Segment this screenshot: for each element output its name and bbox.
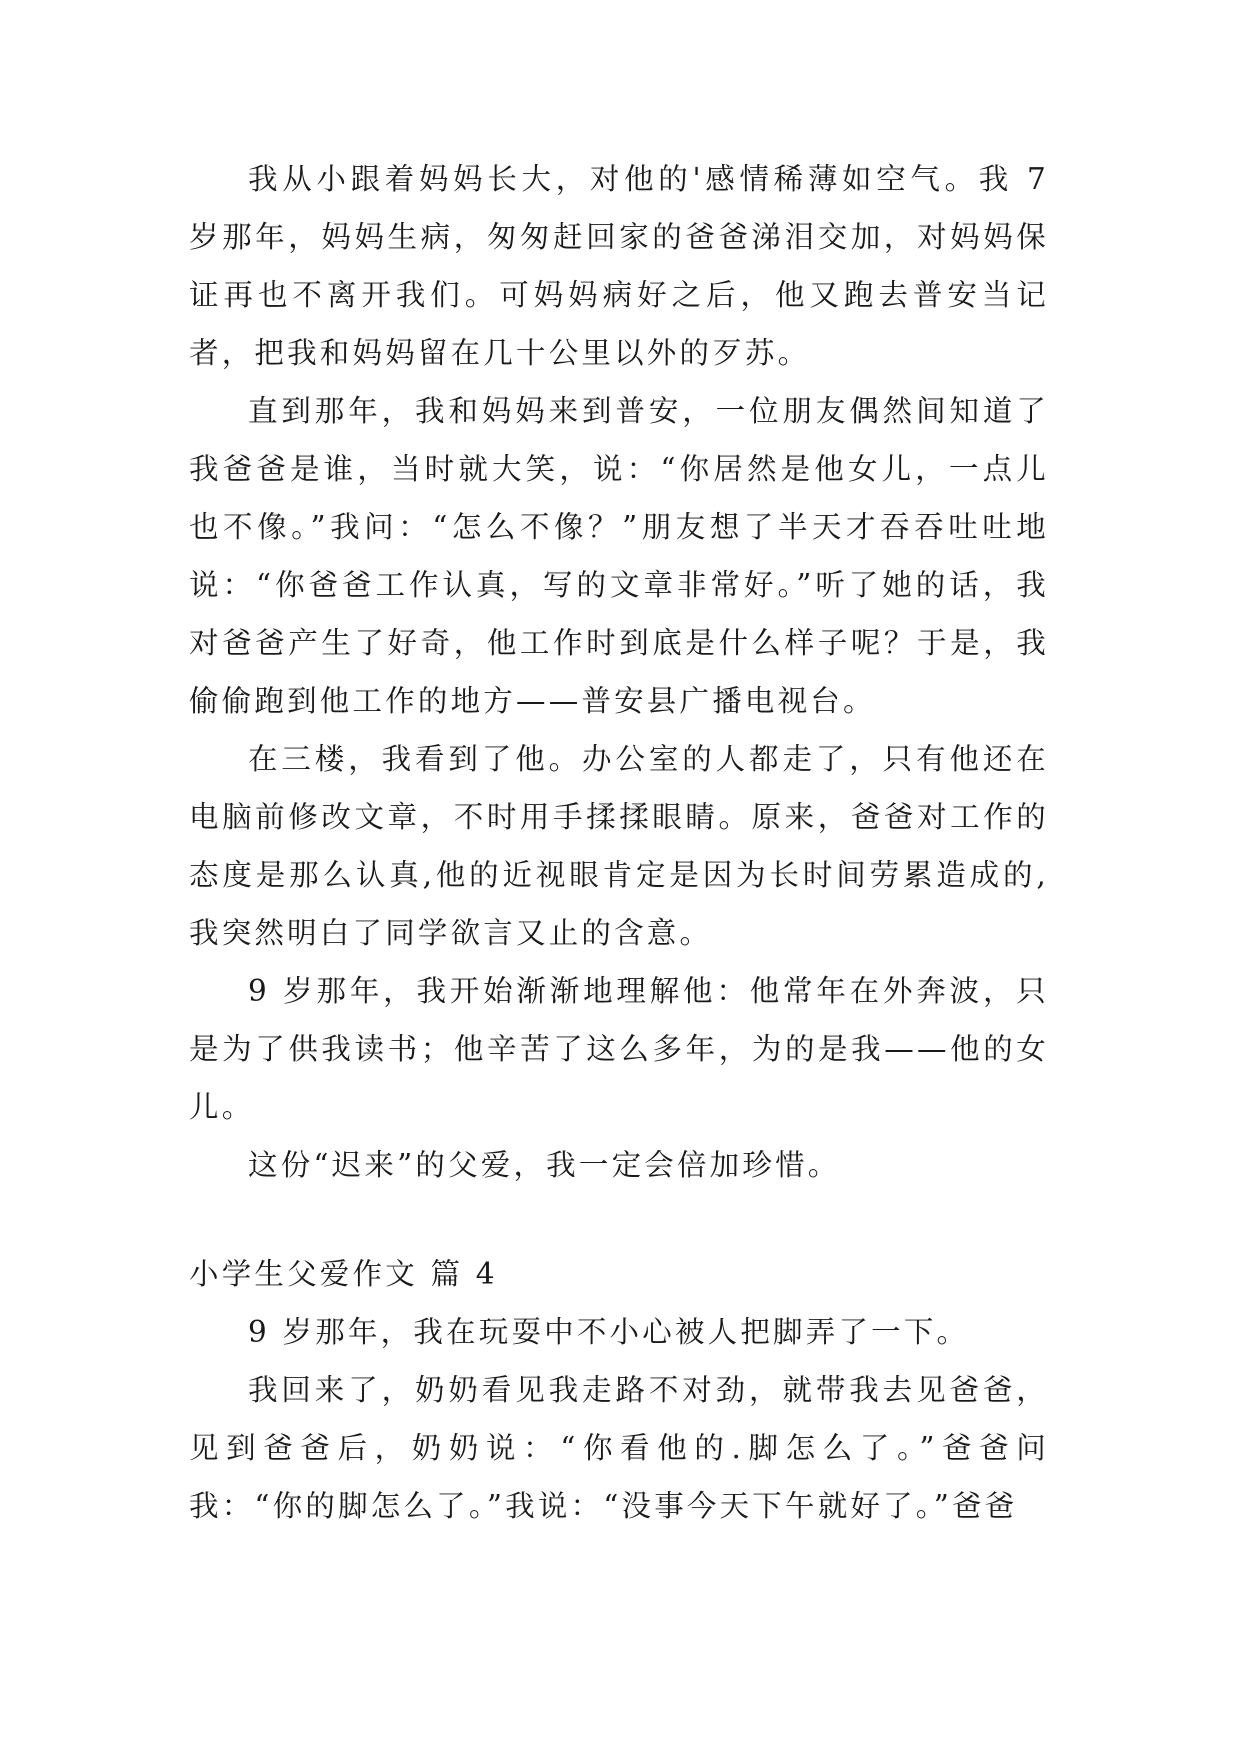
paragraph: 9 岁那年，我开始渐渐地理解他：他常年在外奔波，只是为了供我读书；他辛苦了这么多年，为的是我——他的女儿。 (189, 974, 1049, 1124)
paragraph: 在三楼，我看到了他。办公室的人都走了，只有他还在电脑前修改文章，不时用手揉揉眼睛。原来，爸爸对工作的态度是那么认真,他的近视眼肯定是因为长时间劳累造成的,我突然明白了同学欲言又止的含意。 (189, 742, 1049, 950)
document-body (189, 150, 1049, 1535)
paragraph: 这份“迟来”的父爱，我一定会倍加珍惜。 (248, 1148, 841, 1182)
paragraph: 我回来了，奶奶看见我走路不对劲，就带我去见爸爸，见到爸爸后，奶奶说：“你看他的.脚怎么了。”爸爸问我：“你的脚怎么了。”我说：“没事今天下午就好了。”爸爸 (189, 1373, 1049, 1523)
paragraph: 9 岁那年，我在玩耍中不小心被人把脚弄了一下。 (248, 1315, 970, 1349)
section-heading: 小学生父爱作文 篇 4 (189, 1257, 498, 1291)
paragraph: 直到那年，我和妈妈来到普安，一位朋友偶然间知道了我爸爸是谁，当时就大笑，说：“你居然是他女儿，一点儿也不像。”我问：“怎么不像？”朋友想了半天才吞吞吐吐地说：“你爸爸工作认真，写的文章非常好。”听了她的话，我对爸爸产生了好奇，他工作时到底是什么样子呢？于是，我偷偷跑到他工作的地方——普安县广播电视台。 (189, 394, 1049, 718)
paragraph: 我从小跟着妈妈长大，对他的'感情稀薄如空气。我 7 岁那年，妈妈生病，匆匆赶回家的爸爸涕泪交加，对妈妈保证再也不离开我们。可妈妈病好之后，他又跑去普安当记者，把我和妈妈留在几十公里以外的歹苏。 (189, 162, 1049, 370)
